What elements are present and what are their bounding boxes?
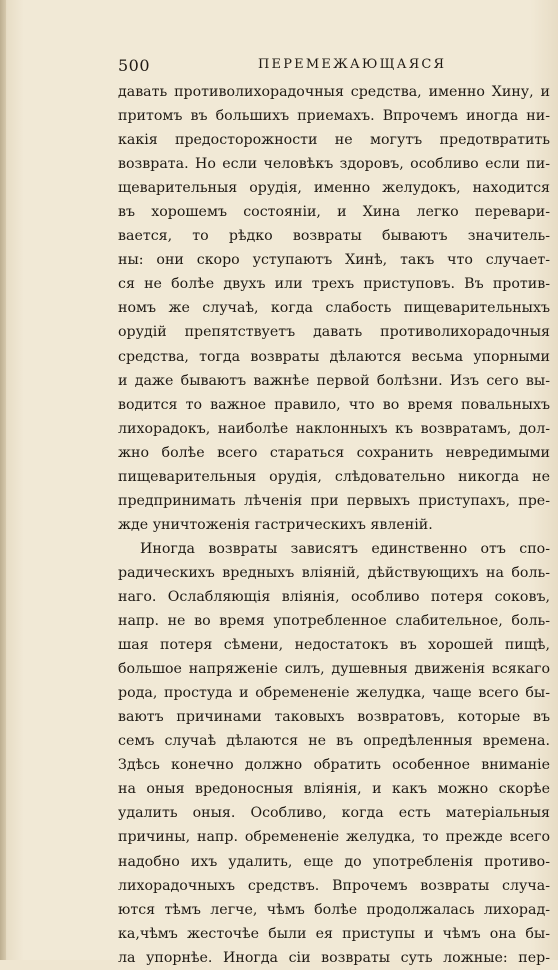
text-line: и даже бываютъ важнѣе первой болѣзни. Изъ сего вы- bbox=[118, 372, 550, 389]
text-line: лихорадокъ, наиболѣе наклонныхъ къ возвратамъ, дол- bbox=[118, 420, 550, 437]
body-text bbox=[118, 80, 550, 970]
text-line: ны: они скоро уступаютъ Хинѣ, такъ что случает- bbox=[118, 252, 550, 269]
text-line: жно болѣе всего стараться сохранить невредимыми bbox=[118, 444, 550, 461]
text-line: орудій препятствуетъ давать противолихорадочныя bbox=[118, 324, 550, 341]
text-line: какія предосторожности не могутъ предотвратить bbox=[118, 132, 550, 149]
text-line: ся не болѣе двухъ или трехъ приступовъ. Въ против- bbox=[118, 276, 550, 293]
text-line: надобно ихъ удалить, еще до употребленія противо- bbox=[118, 853, 550, 870]
text-line: удалить оныя. Особливо, когда есть матеріальныя bbox=[118, 805, 550, 822]
text-line: давать противолихорадочныя средства, именно Хину, и bbox=[118, 84, 550, 100]
text-line: напр. не во время употребленное слабительное, боль- bbox=[118, 613, 550, 630]
text-line: радическихъ вредныхъ вліяній, дѣйствующихъ на боль- bbox=[118, 564, 550, 581]
text-line: ются тѣмъ легче, чѣмъ болѣе продолжалась лихорад- bbox=[118, 901, 550, 918]
text-line: номъ же случаѣ, когда слабость пищеварительныхъ bbox=[118, 300, 550, 317]
text-line: средства, тогда возвраты дѣлаются весьма упорными bbox=[118, 348, 550, 365]
running-title: ПЕРЕМЕЖАЮЩАЯСЯ bbox=[258, 57, 447, 72]
page-number: 500 bbox=[118, 56, 151, 75]
text-line: въ хорошемъ состояніи, и Хина легко перевари- bbox=[118, 204, 550, 221]
text-line: лихорадочныхъ средствъ. Впрочемъ возвраты случа- bbox=[118, 877, 550, 894]
text-line: предпринимать лѣченія при первыхъ приступахъ, пре- bbox=[118, 492, 550, 509]
text-line: Иногда возвраты зависятъ единственно отъ спо- bbox=[140, 540, 550, 557]
text-line: большое напряженіе силъ, душевныя движенія всякаго bbox=[118, 661, 550, 678]
text-line: притомъ въ большихъ приемахъ. Впрочемъ иногда ни- bbox=[118, 108, 550, 125]
text-line: ла упорнѣе. Иногда сіи возвраты суть ложные: пер- bbox=[118, 949, 550, 966]
text-line: рода, простуда и обремененіе желудка, чаще всего бы- bbox=[118, 685, 550, 702]
text-line: возврата. Но если человѣкъ здоровъ, особливо если пи- bbox=[118, 156, 550, 173]
text-line: щеварительныя орудія, именно желудокъ, находится bbox=[118, 180, 550, 197]
text-line: Здѣсь конечно должно обратить особенное вниманіе bbox=[118, 757, 550, 774]
text-line: шая потеря сѣмени, недостатокъ въ хорошей пищѣ, bbox=[118, 637, 550, 654]
text-line: водится то важное правило, что во время повальныхъ bbox=[118, 396, 550, 413]
text-line: наго. Ослабляющія вліянія, особливо потеря соковъ, bbox=[118, 588, 550, 605]
text-line: ка,чѣмъ жесточѣе были ея приступы и чѣмъ она бы- bbox=[118, 925, 550, 942]
text-line: пищеварительныя орудія, слѣдовательно никогда не bbox=[118, 468, 550, 485]
text-line: жде уничтоженія гастрическихъ явленій. bbox=[118, 516, 433, 533]
text-line: причины, напр. обремененіе желудка, то прежде всего bbox=[118, 829, 550, 846]
text-line: ваютъ причинами таковыхъ возвратовъ, которые въ bbox=[118, 709, 550, 726]
page-header bbox=[118, 56, 548, 78]
text-line: на оныя вредоносныя вліянія, и какъ можно скорѣе bbox=[118, 781, 550, 798]
text-line: семъ случаѣ дѣлаются не въ опредѣленныя времена. bbox=[118, 733, 550, 750]
page-gutter bbox=[0, 0, 6, 960]
text-line: вается, то рѣдко возвраты бываютъ значитель- bbox=[118, 228, 550, 245]
